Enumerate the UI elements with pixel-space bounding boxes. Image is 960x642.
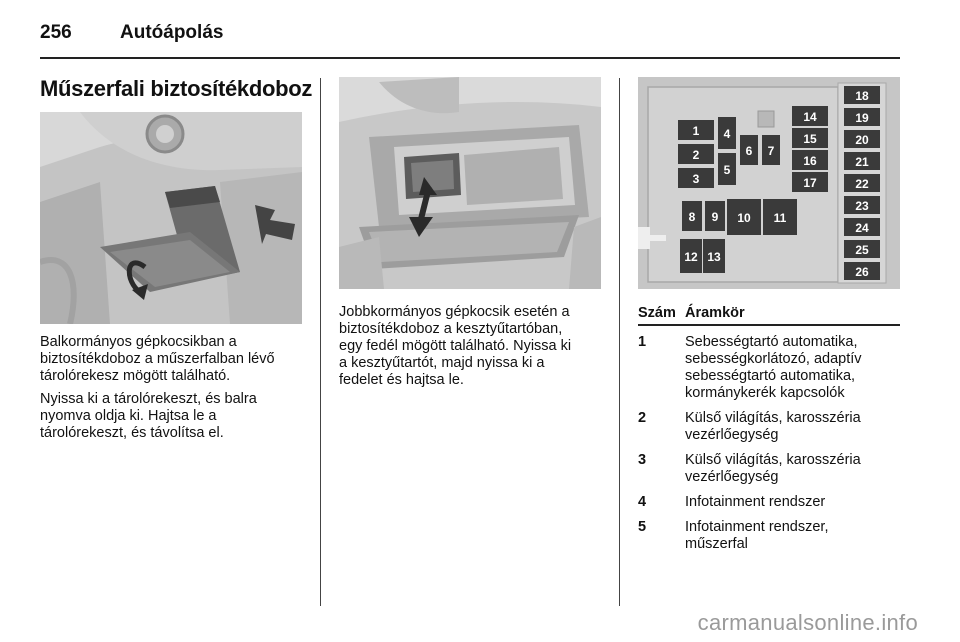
circuit-description: Külső világítás, karosszéria vezérlőegység [685, 452, 861, 485]
fuse-label: 1 [692, 124, 700, 138]
fuse-10 [727, 199, 761, 235]
fuse-1 [678, 120, 714, 140]
fuse-number: 4 [638, 494, 647, 510]
fuse-label: 10 [737, 211, 751, 225]
page-number: 256 [40, 22, 72, 43]
middle-column-text [339, 304, 609, 395]
fuse-label: 24 [855, 221, 869, 235]
fuse-label: 9 [711, 210, 719, 224]
fuse-19 [844, 108, 880, 126]
fuse-number: 1 [638, 334, 647, 350]
fuse-23 [844, 196, 880, 214]
fuse-label: 21 [855, 155, 869, 169]
fuse-label: 18 [855, 89, 869, 103]
column-header-circuit: Áramkör [685, 305, 745, 321]
fuse-14 [792, 106, 828, 126]
fuse-number: 5 [638, 519, 647, 535]
fuse-7 [762, 135, 780, 165]
figure-rhd-glovebox [339, 77, 601, 289]
table-row [638, 494, 900, 511]
fuse-5 [718, 153, 736, 185]
table-row [638, 452, 900, 486]
table-row [638, 410, 900, 444]
fuse-label: 13 [707, 250, 721, 264]
fuse-label: 12 [684, 250, 698, 264]
fuse-number: 3 [638, 452, 647, 468]
fuse-table-header [638, 304, 900, 326]
circuit-description: Infotainment rendszer, műszerfal [685, 519, 829, 552]
fuse-9 [705, 201, 725, 231]
fuse-6 [740, 135, 758, 165]
fuse-label: 16 [803, 154, 817, 168]
fuse-20 [844, 130, 880, 148]
fuse-13 [703, 239, 725, 273]
column-header-number: Szám [638, 305, 676, 321]
circuit-description: Sebességtartó automatika, sebességkorlátozó, adaptív sebességtartó automatika, kormánykerék kapcsolók [685, 334, 862, 401]
fuse-8 [682, 201, 702, 231]
watermark: carmanualsonline.info [697, 610, 918, 635]
fuse-label: 5 [723, 163, 731, 177]
fuse-22 [844, 174, 880, 192]
fuse-label: 20 [855, 133, 869, 147]
page-header [40, 16, 900, 58]
fuse-3 [678, 168, 714, 188]
table-row [638, 334, 900, 402]
fuse-label: 15 [803, 132, 817, 146]
fuse-label: 8 [688, 210, 696, 224]
fuse-label: 2 [692, 148, 700, 162]
fuse-25 [844, 240, 880, 258]
fuse-17 [792, 172, 828, 192]
circuit-description: Infotainment rendszer [685, 494, 826, 510]
fuse-15 [792, 128, 828, 148]
fuse-16 [792, 150, 828, 170]
fuse-4 [718, 117, 736, 149]
column-divider-right [619, 78, 620, 606]
section-title: Műszerfali biztosítékdoboz [40, 76, 313, 101]
fuse-label: 17 [803, 176, 817, 190]
fuse-label: 23 [855, 199, 869, 213]
figure-fusebox-diagram [638, 77, 900, 289]
fuse-21 [844, 152, 880, 170]
fuse-label: 22 [855, 177, 869, 191]
fuse-label: 14 [803, 110, 817, 124]
paragraph: Balkormányos gépkocsikban a biztosítékdoboz a műszerfalban lévő tárolórekesz mögött található. [40, 334, 275, 384]
fuse-label: 6 [745, 144, 753, 158]
fuse-label: 19 [855, 111, 869, 125]
chapter-title: Autóápolás [120, 22, 224, 43]
table-row [638, 519, 900, 553]
paragraph: Jobbkormányos gépkocsik esetén a biztosítékdoboz a kesztyűtartóban, egy fedél mögött található. Nyissa ki a kesztyűtartót, majd nyissa ki a fedelet és hajtsa le. [339, 304, 572, 388]
fuse-number: 2 [638, 410, 647, 426]
header-rule [40, 57, 900, 59]
fuse-label: 7 [767, 144, 775, 158]
fuse-label: 4 [723, 127, 731, 141]
column-divider-left [320, 78, 321, 606]
fuse-11 [763, 199, 797, 235]
left-column-text [40, 334, 310, 448]
circuit-description: Külső világítás, karosszéria vezérlőegység [685, 410, 861, 443]
fuse-table [638, 304, 900, 553]
fuse-18 [844, 86, 880, 104]
fuse-24 [844, 218, 880, 236]
fuse-26 [844, 262, 880, 280]
fuse-2 [678, 144, 714, 164]
fuse-label: 3 [692, 172, 700, 186]
fuse-label: 25 [855, 243, 869, 257]
fuse-label: 11 [773, 211, 787, 225]
fuse-label: 26 [855, 265, 869, 279]
figure-lhd-storage-compartment [40, 112, 302, 324]
fuse-12 [680, 239, 702, 273]
paragraph: Nyissa ki a tárolórekeszt, és balra nyomva oldja ki. Hajtsa le a tárolórekeszt, és távolítsa el. [40, 391, 257, 441]
